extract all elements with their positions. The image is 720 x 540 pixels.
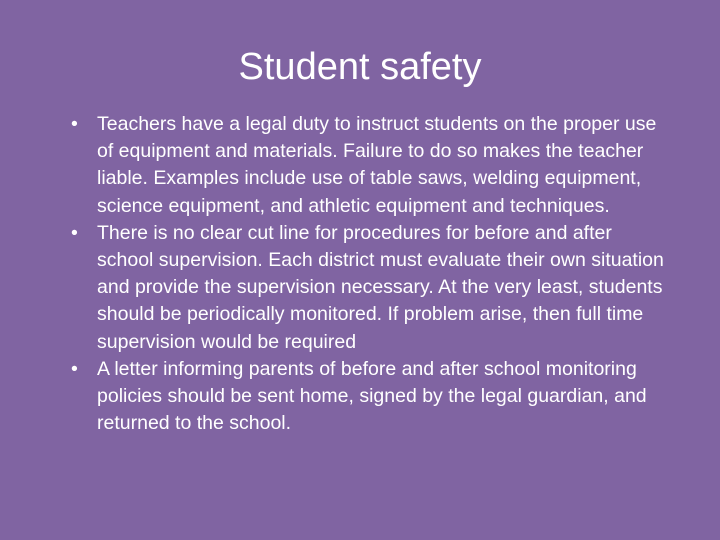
slide-title: Student safety bbox=[238, 46, 482, 88]
bullet-text: A letter informing parents of before and after school monitoring policies should be sent home, signed by the legal guardian, and returned to the school. bbox=[97, 357, 647, 435]
bullet-item bbox=[70, 356, 670, 438]
bullet-list bbox=[70, 111, 670, 437]
bullet-text: There is no clear cut line for procedures for before and after school supervision. Each district must evaluate their own situation and provide the supervision necessary. At the very least, students should be periodically monitored. If problem arise, then full time supervision would be required bbox=[97, 221, 664, 353]
bullet-item bbox=[70, 111, 670, 220]
bullet-item bbox=[70, 220, 670, 356]
bullet-text: Teachers have a legal duty to instruct students on the proper use of equipment and materials. Failure to do so makes the teacher liable. Examples include use of table saws, welding equipment, science equipment, and athletic equipment and techniques. bbox=[97, 113, 657, 217]
bullet-icon: • bbox=[71, 357, 78, 380]
bullet-icon: • bbox=[71, 113, 78, 135]
bullet-icon: • bbox=[71, 221, 78, 244]
